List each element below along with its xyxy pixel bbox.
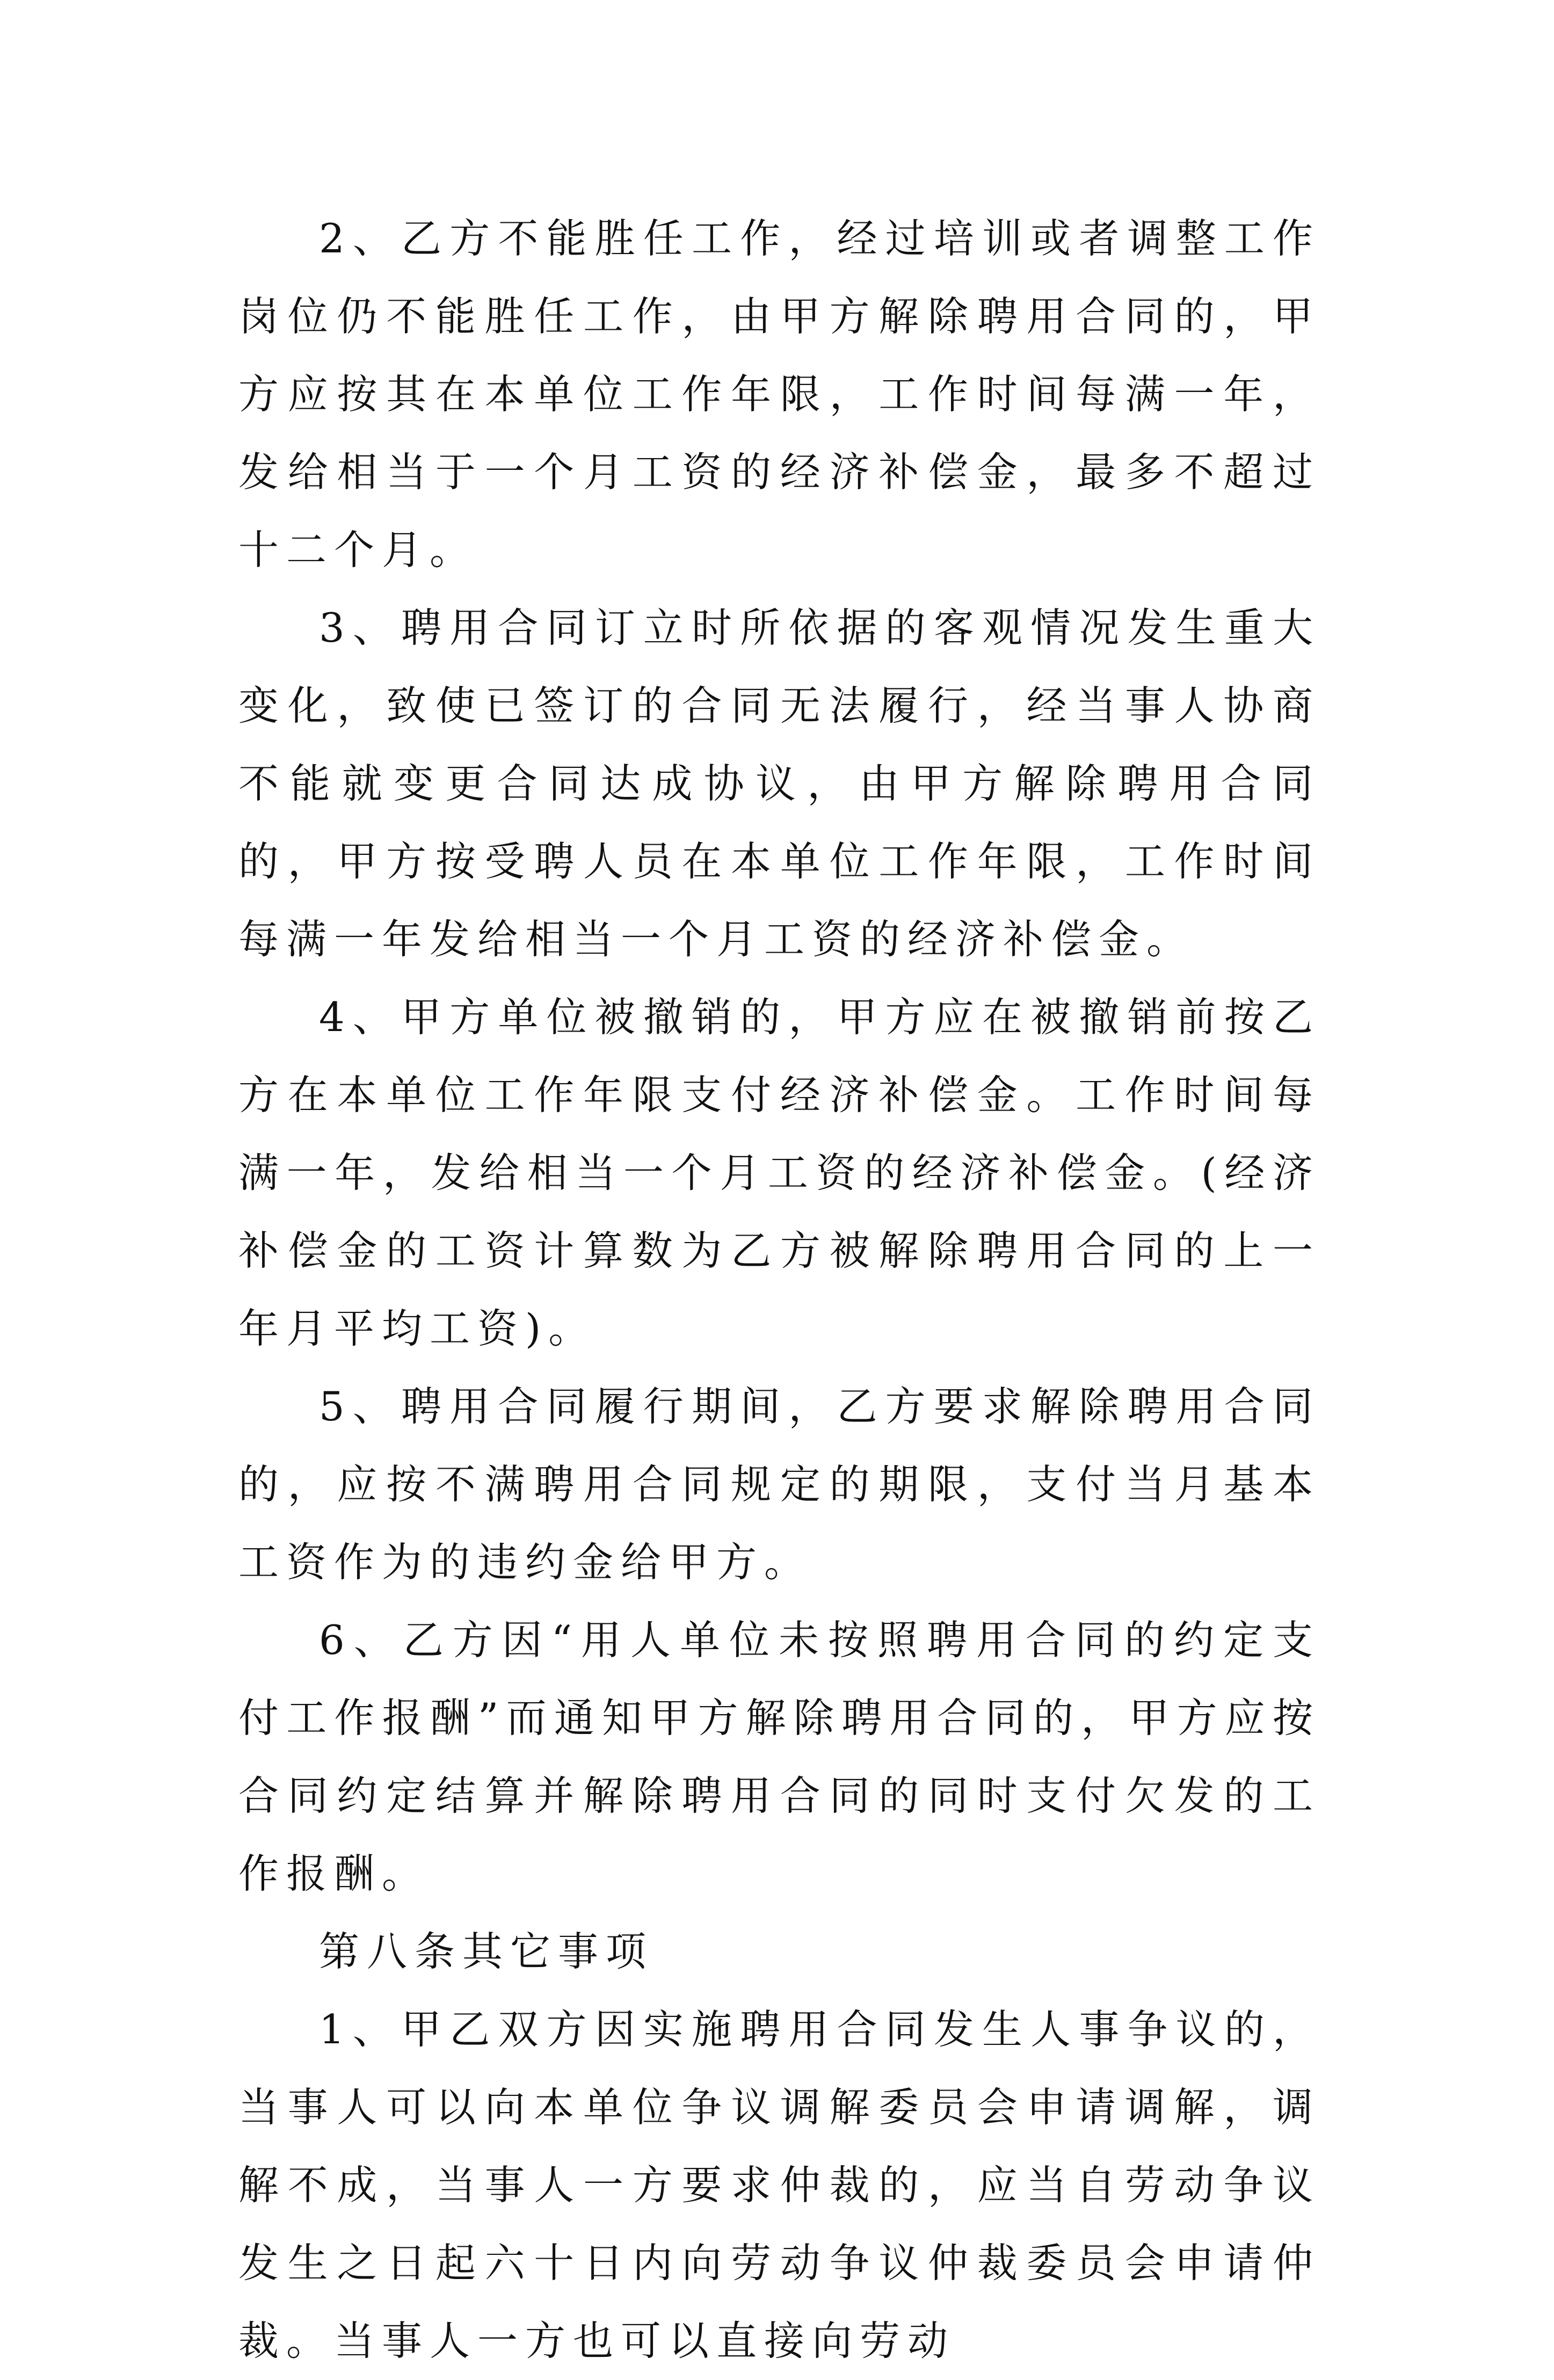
paragraph-article-8-clause-1: 1、甲乙双方因实施聘用合同发生人事争议的，当事人可以向本单位争议调解委员会申请调解，调解不成，当事人一方要求仲裁的，应当自劳动争议发生之日起六十日内向劳动争议仲裁委员会申请仲裁。当事人一方也可以直接向劳动	[238, 2006, 1320, 2364]
paragraph-clause-4: 4、甲方单位被撤销的，甲方应在被撤销前按乙方在本单位工作年限支付经济补偿金。工作时间每满一年，发给相当一个月工资的经济补偿金。(经济补偿金的工资计算数为乙方被解除聘用合同的上一年月平均工资)。	[238, 993, 1320, 1352]
paragraph-clause-6: 6、乙方因“用人单位未按照聘用合同的约定支付工作报酬”而通知甲方解除聘用合同的，甲方应按合同约定结算并解除聘用合同的同时支付欠发的工作报酬。	[238, 1616, 1320, 1897]
paragraph-clause-2: 2、乙方不能胜任工作，经过培训或者调整工作岗位仍不能胜任工作，由甲方解除聘用合同的，甲方应按其在本单位工作年限，工作时间每满一年，发给相当于一个月工资的经济补偿金，最多不超过十二个月。	[238, 215, 1320, 574]
document-body	[238, 200, 1320, 2380]
section-heading-article-8: 第八条其它事项	[319, 1928, 654, 1975]
paragraph-clause-3: 3、聘用合同订立时所依据的客观情况发生重大变化，致使已签订的合同无法履行，经当事人协商不能就变更合同达成协议，由甲方解除聘用合同的，甲方按受聘人员在本单位工作年限，工作时间每满一年发给相当一个月工资的经济补偿金。	[238, 604, 1320, 963]
paragraph-clause-5: 5、聘用合同履行期间，乙方要求解除聘用合同的，应按不满聘用合同规定的期限，支付当月基本工资作为的违约金给甲方。	[238, 1383, 1320, 1586]
